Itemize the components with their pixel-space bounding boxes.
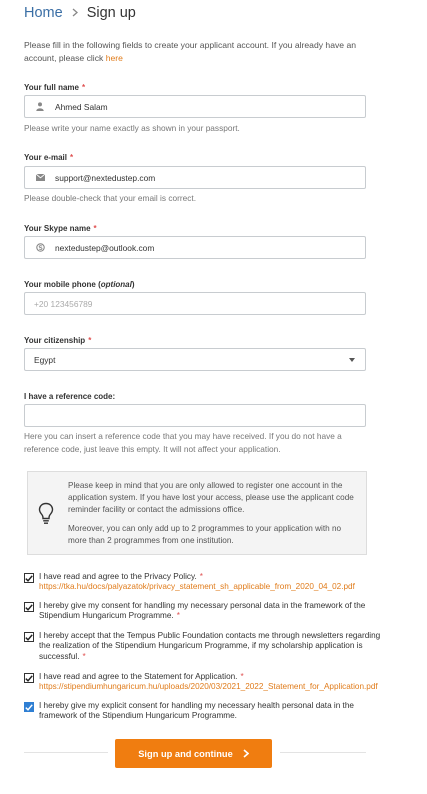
sign-up-button[interactable]: Sign up and continue — [115, 739, 272, 768]
skype-label: Your Skype name * — [24, 224, 97, 233]
consent-privacy-checkbox[interactable] — [24, 573, 34, 583]
check-icon — [25, 634, 33, 641]
consent-data-row — [24, 601, 399, 622]
email-help: Please double-check that your email is correct. — [24, 193, 197, 203]
phone-label: Your mobile phone (optional) — [24, 280, 135, 289]
chevron-right-icon — [243, 749, 249, 758]
caret-down-icon — [349, 358, 355, 362]
consent-data-checkbox[interactable] — [24, 602, 34, 612]
citizenship-label: Your citizenship * — [24, 336, 92, 345]
skype-icon — [34, 243, 46, 252]
email-label: Your e-mail * — [24, 153, 74, 162]
consent-newsletter-row — [24, 631, 389, 662]
notice-paragraph: Moreover, you can only add up to 2 programmes to your application with no more than 2 programmes from one institution. — [68, 523, 342, 545]
full-name-label: Your full name * — [24, 83, 86, 92]
check-icon — [25, 704, 33, 711]
privacy-policy-link[interactable]: https://tka.hu/docs/palyazatok/privacy_statement_sh_applicable_from_2020_04_02.pdf — [39, 582, 355, 592]
divider-right — [280, 752, 366, 753]
reference-help: Here you can insert a reference code that you may have received. If you do not have a reference code, just leave this empty. It will not affect your application. — [24, 431, 342, 454]
consent-health-text: I hereby give my explicit consent for handling my necessary health personal data in the framework of the Stipendium Hungaricum Programme. — [39, 701, 354, 721]
required-marker: * — [88, 336, 92, 345]
consent-privacy-row — [24, 572, 419, 593]
breadcrumb — [24, 5, 136, 21]
required-marker: * — [176, 611, 180, 621]
consent-statement-checkbox[interactable] — [24, 673, 34, 683]
intro-text: Please fill in the following fields to create your applicant account. If you already have an account, please click here — [24, 40, 357, 63]
consent-health-row — [24, 701, 389, 722]
consent-statement-text: I have read and agree to the Statement for Application. * https://stipendiumhungaricum.hu/uploads/2020/03/2021_2022_Statement_for_Application.pdf — [39, 672, 378, 692]
lightbulb-icon — [38, 502, 54, 531]
envelope-icon — [34, 174, 46, 181]
user-icon — [34, 102, 46, 111]
chevron-right-icon — [72, 6, 78, 20]
required-marker: * — [240, 672, 244, 681]
consent-data-text: I hereby give my consent for handling my necessary personal data in the framework of the Stipendium Hungaricum Programme. * — [39, 601, 366, 621]
required-marker: * — [199, 572, 203, 581]
divider-left — [24, 752, 108, 753]
consent-newsletter-checkbox[interactable] — [24, 632, 34, 642]
reference-input[interactable] — [24, 404, 366, 427]
notice-box — [27, 471, 367, 555]
consent-privacy-text: I have read and agree to the Privacy Policy. * https://tka.hu/docs/palyazatok/privacy_statement_sh_applicable_from_2020_04_02.pdf — [39, 572, 355, 592]
check-icon — [25, 604, 33, 611]
phone-placeholder: +20 123456789 — [34, 298, 93, 309]
required-marker: * — [81, 83, 86, 92]
citizenship-select[interactable]: Egypt — [24, 348, 366, 371]
required-marker: * — [82, 651, 86, 661]
consent-health-checkbox[interactable] — [24, 702, 34, 712]
reference-label: I have a reference code: — [24, 392, 116, 401]
phone-input[interactable] — [24, 292, 366, 315]
notice-text — [68, 480, 360, 553]
full-name-input[interactable]: Ahmed Salam — [24, 95, 366, 118]
notice-paragraph: Please keep in mind that you are only allowed to register one account in the application system. If you have lost your access, please use the applicant code reminder facility or contact the admissions office. — [68, 481, 354, 515]
required-marker: * — [93, 224, 97, 233]
breadcrumb-current: Sign up — [86, 5, 136, 21]
consent-newsletter-text: I hereby accept that the Tempus Public Foundation contacts me through newsletters regarding the realization of the Stipendium Hungaricum Programme, if my scholarship application is successful. * — [39, 631, 381, 661]
breadcrumb-home-link[interactable]: Home — [24, 5, 63, 21]
consent-statement-row — [24, 672, 419, 693]
check-icon — [25, 675, 33, 682]
full-name-help: Please write your name exactly as shown in your passport. — [24, 123, 240, 133]
required-marker: * — [69, 153, 74, 162]
statement-link[interactable]: https://stipendiumhungaricum.hu/uploads/2020/03/2021_2022_Statement_for_Application.pdf — [39, 682, 378, 692]
skype-input[interactable]: nextedustep@outlook.com — [24, 236, 366, 259]
check-icon — [25, 575, 33, 582]
login-link[interactable]: here — [105, 52, 123, 63]
email-input[interactable]: support@nextedustep.com — [24, 166, 366, 189]
